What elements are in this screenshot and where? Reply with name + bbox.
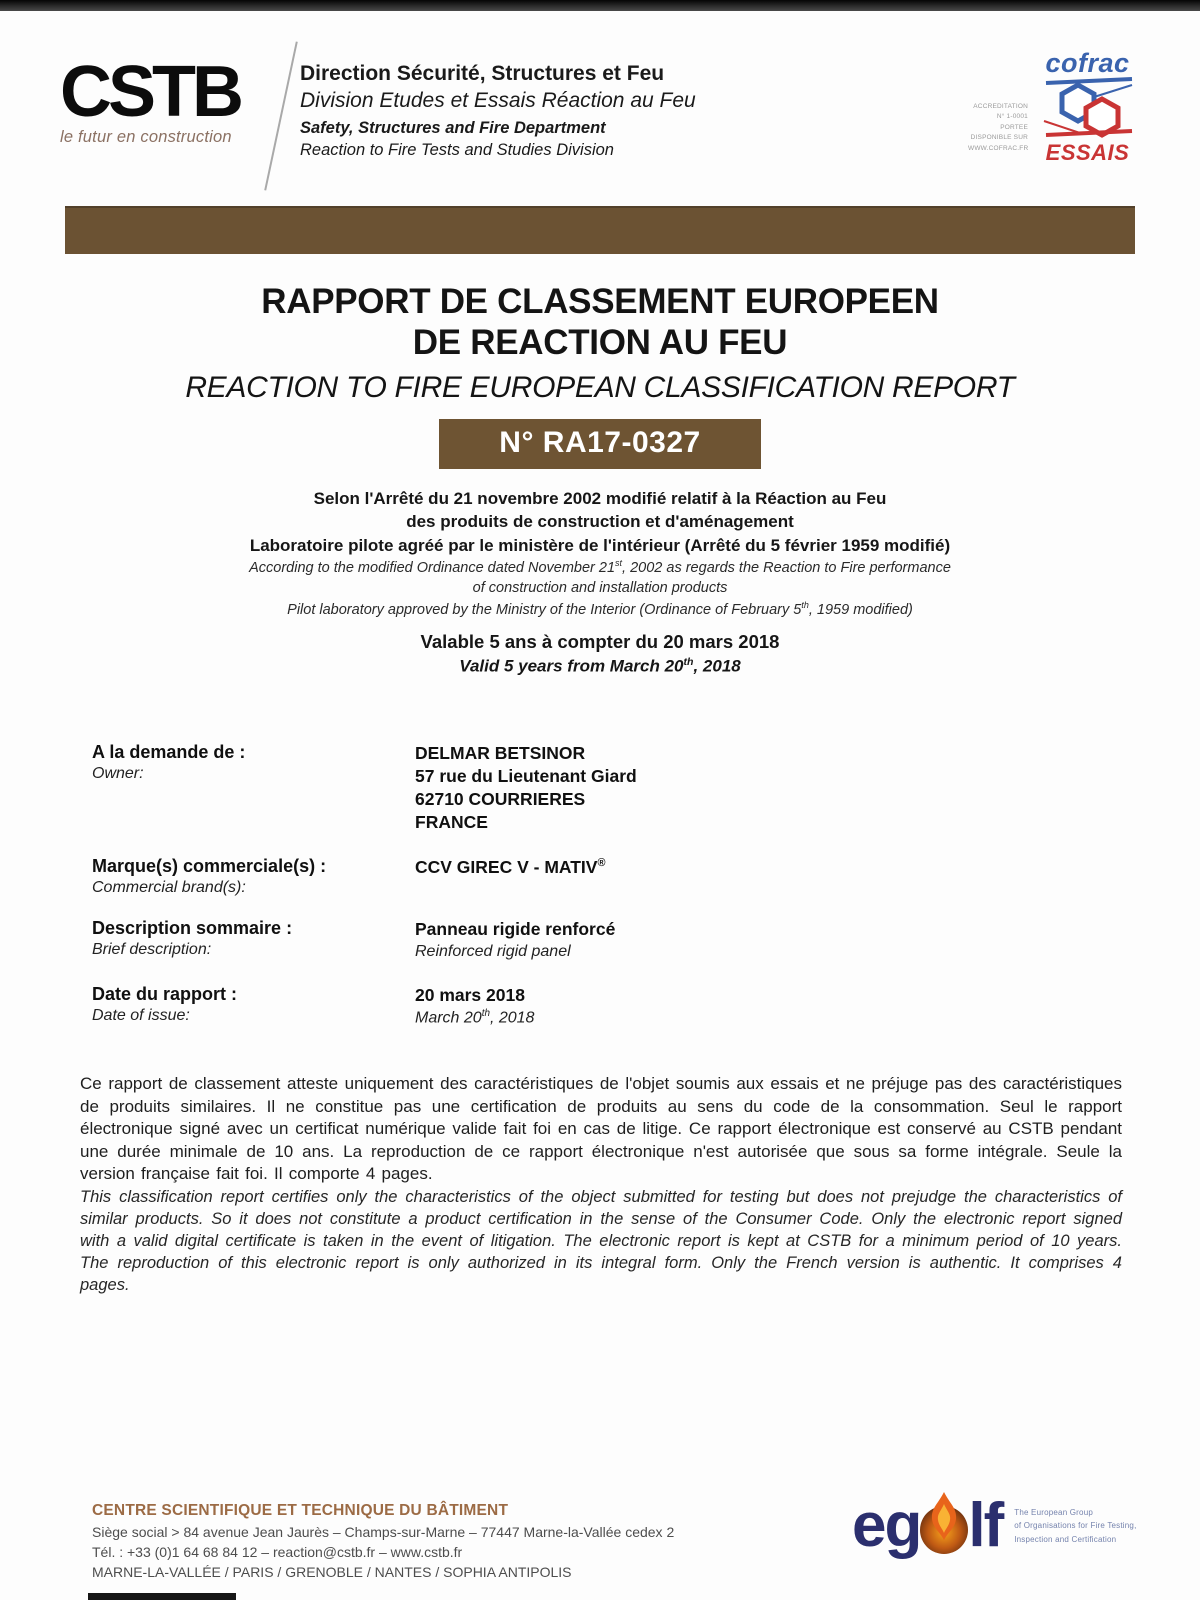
ordinal-superscript: st <box>615 558 623 569</box>
brand-name: CCV GIREC V - MATIV <box>415 857 598 878</box>
division-fr-title: Division Etudes et Essais Réaction au Feu <box>300 89 696 112</box>
ordinance-en-text: , 1959 modified) <box>808 601 913 618</box>
field-label-fr: Marque(s) commerciale(s) : <box>92 856 327 877</box>
field-owner-value <box>415 742 1052 834</box>
field-label-en: Owner: <box>92 765 144 782</box>
cofrac-accreditation-line: PORTEE <box>1000 123 1028 131</box>
field-brand-labels <box>92 856 415 897</box>
ordinance-en-line <box>0 557 1200 578</box>
ordinal-superscript: th <box>481 1007 490 1019</box>
footer-organization: CENTRE SCIENTIFIQUE ET TECHNIQUE DU BÂTIMENT <box>92 1502 509 1519</box>
field-description <box>92 918 1052 963</box>
ordinance-fr-line: des produits de construction et d'aménagement <box>406 512 794 532</box>
validity-fr: Valable 5 ans à compter du 20 mars 2018 <box>420 631 780 652</box>
scan-edge-top <box>0 0 1200 11</box>
egolf-tagline-line: Inspection and Certification <box>1014 1534 1117 1544</box>
validity-en <box>0 656 1200 677</box>
date-en-text: , 2018 <box>489 1009 535 1027</box>
validity-en-text: Valid 5 years from March 20 <box>459 656 684 676</box>
field-label-fr: Date du rapport : <box>92 983 238 1004</box>
division-en-title: Reaction to Fire Tests and Studies Division <box>300 141 614 159</box>
field-owner <box>92 742 1052 834</box>
egolf-text-post: lf <box>968 1491 1003 1560</box>
cofrac-wordmark: cofrac <box>1045 48 1130 78</box>
owner-street: 57 rue du Lieutenant Giard <box>415 766 637 787</box>
egolf-tagline-line: of Organisations for Fire Testing, <box>1014 1521 1137 1531</box>
field-description-value <box>415 918 1052 963</box>
description-en: Reinforced rigid panel <box>415 943 571 961</box>
egolf-wordmark <box>852 1492 1002 1560</box>
field-label-en: Date of issue: <box>92 1006 190 1024</box>
ordinance-block <box>0 487 1200 620</box>
cofrac-accreditation-line: N° 1-0001 <box>996 113 1028 121</box>
ordinance-en-text: , 2002 as regards the Reaction to Fire performance <box>622 560 951 577</box>
cofrac-hexagons-icon <box>1036 77 1140 139</box>
cofrac-essais-label: ESSAIS <box>1045 140 1130 165</box>
report-number-badge: N° RA17-0327 <box>439 419 760 469</box>
field-description-labels <box>92 918 415 959</box>
field-brand <box>92 856 1052 897</box>
report-title-fr-line2: DE REACTION AU FEU <box>412 322 788 362</box>
registered-mark: ® <box>597 857 606 870</box>
date-en <box>415 1007 1052 1030</box>
title-block <box>0 282 1200 405</box>
cofrac-accreditation-text <box>968 50 1028 164</box>
field-owner-labels <box>92 742 415 783</box>
footer <box>92 1502 674 1580</box>
footer-locations: MARNE-LA-VALLÉE / PARIS / GRENOBLE / NANTES / SOPHIA ANTIPOLIS <box>92 1564 572 1580</box>
ordinance-en-text: Pilot laboratory approved by the Ministry of the Interior (Ordinance of February 5 <box>287 601 802 618</box>
disclaimer-en: This classification report certifies only the characteristics of the object submitted for testing but does not prejudge the characteristics of similar products. So it does not constitute a product certification in the sense of the Consumer Code. Only the electronic report signed with a valid digital certificate is taken in the event of litigation. The electronic report is kept at CSTB for a minimum period of 10 years. The reproduction of this electronic report is only authorized in its integral form. Only the French version is authentic. It comprises 4 pages. <box>80 1188 1122 1295</box>
scan-edge-bottom <box>88 1593 236 1600</box>
ordinance-fr-line: Selon l'Arrêté du 21 novembre 2002 modifié relatif à la Réaction au Feu <box>313 489 887 508</box>
report-number-band <box>0 419 1200 469</box>
cofrac-accreditation-line: WWW.COFRAC.FR <box>968 144 1029 152</box>
validity-block <box>0 631 1200 677</box>
disclaimer-fr: Ce rapport de classement atteste uniquement des caractéristiques de l'objet soumis aux essais et ne préjuge pas des caractéristiques de produits similaires. Il ne constitue pas une certification de produits au sens du code de la consommation. Seul le rapport électronique signé avec un certificat numérique valide fait foi en cas de litige. Ce rapport électronique est conservé au CSTB pendant une durée minimale de 10 ans. La reproduction de ce rapport électronique n'est autorisée que sous sa forme intégrale. Seule la version française fait foi. Il comporte 4 pages. <box>80 1074 1122 1184</box>
department-en-title: Safety, Structures and Fire Department <box>300 119 606 137</box>
ordinal-superscript: th <box>683 656 694 668</box>
footer-contact: Tél. : +33 (0)1 64 68 84 12 – reaction@cstb.fr – www.cstb.fr <box>92 1544 463 1560</box>
validity-en-text: , 2018 <box>693 656 741 676</box>
ordinance-en-text: According to the modified Ordinance dated November 21 <box>249 560 616 577</box>
cofrac-logo <box>968 50 1143 164</box>
field-date-labels <box>92 984 415 1025</box>
department-fr-title: Direction Sécurité, Structures et Feu <box>300 62 665 85</box>
ordinance-en-line <box>0 599 1200 620</box>
field-date <box>92 984 1052 1030</box>
field-brand-value <box>415 856 1052 879</box>
brown-divider-bar <box>65 206 1135 254</box>
report-title-en: REACTION TO FIRE EUROPEAN CLASSIFICATION REPORT <box>185 370 1015 404</box>
cofrac-accreditation-line: DISPONIBLE SUR <box>970 134 1028 142</box>
footer-address: Siège social > 84 avenue Jean Jaurès – Champs-sur-Marne – 77447 Marne-la-Vallée cedex 2 <box>92 1524 675 1540</box>
owner-name: DELMAR BETSINOR <box>415 743 586 763</box>
egolf-text-pre: eg <box>852 1491 921 1560</box>
fields-section <box>92 742 1052 1030</box>
egolf-logo <box>852 1492 1137 1560</box>
ordinance-fr-line: Laboratoire pilote agréé par le ministère de l'intérieur (Arrêté du 5 février 1959 modifié) <box>249 535 951 555</box>
description-fr: Panneau rigide renforcé <box>415 919 616 940</box>
egolf-tagline-line: The European Group <box>1014 1507 1093 1517</box>
cstb-logo-text: CSTB <box>60 52 240 132</box>
owner-city: 62710 COURRIERES <box>415 789 586 810</box>
cofrac-accreditation-line: ACCREDITATION <box>973 103 1028 110</box>
field-date-value <box>415 984 1052 1030</box>
flame-icon <box>918 1488 970 1556</box>
owner-country: FRANCE <box>415 812 488 833</box>
date-fr: 20 mars 2018 <box>415 984 525 1005</box>
field-label-en: Commercial brand(s): <box>92 879 246 897</box>
ordinal-superscript: th <box>801 599 809 610</box>
cstb-logo <box>60 52 270 147</box>
cofrac-logo-main <box>1028 50 1143 164</box>
egolf-tagline <box>1014 1506 1136 1547</box>
date-en-text: March 20 <box>415 1009 482 1027</box>
disclaimer-block <box>80 1073 1122 1297</box>
field-label-fr: Description sommaire : <box>92 918 293 939</box>
department-block <box>300 62 696 160</box>
ordinance-en-line: of construction and installation products <box>472 580 728 597</box>
field-label-en: Brief description: <box>92 941 212 959</box>
cstb-logo-tagline: le futur en construction <box>60 128 232 147</box>
brand-value <box>415 856 1052 879</box>
field-label-fr: A la demande de : <box>92 742 246 762</box>
report-title-fr-line1: RAPPORT DE CLASSEMENT EUROPEEN <box>261 282 939 321</box>
